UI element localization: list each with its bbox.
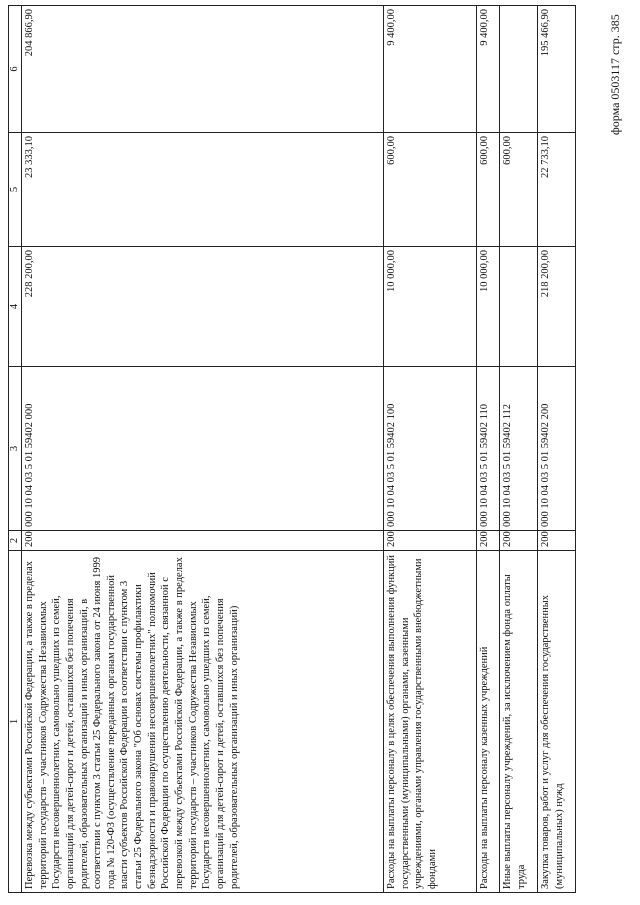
header-col-3: 3	[9, 367, 22, 531]
row-executed: 600,00	[500, 133, 538, 247]
table-row	[384, 6, 477, 893]
table-row	[477, 6, 500, 893]
row-approved: 10 000,00	[477, 247, 500, 367]
row-name: Расходы на выплаты персоналу казенных учреждений	[477, 551, 500, 893]
row-code: 000 10 04 03 5 01 59402 100	[384, 367, 477, 531]
row-approved: 10 000,00	[384, 247, 477, 367]
row-unexecuted: 195 466,90	[538, 6, 576, 133]
table-row	[538, 6, 576, 893]
row-approved: 218 200,00	[538, 247, 576, 367]
form-label: форма 0503117 стр. 385	[608, 14, 622, 135]
table-row	[500, 6, 538, 893]
row-executed: 22 733,10	[538, 133, 576, 247]
header-col-1: 1	[9, 551, 22, 893]
row-line: 200	[538, 531, 576, 551]
row-executed: 600,00	[384, 133, 477, 247]
header-col-2: 2	[9, 531, 22, 551]
row-approved: 228 200,00	[22, 247, 384, 367]
row-unexecuted: 9 400,00	[384, 6, 477, 133]
row-code: 000 10 04 03 5 01 59402 200	[538, 367, 576, 531]
row-code: 000 10 04 03 5 01 59402 112	[500, 367, 538, 531]
row-line: 200	[477, 531, 500, 551]
row-line: 200	[384, 531, 477, 551]
row-name: Расходы на выплаты персоналу в целях обеспечения выполнения функций государственными (муниципальными) органами, казенными учреждениями, органами управления государственными внебюджетными фондами	[384, 551, 477, 893]
row-code: 000 10 04 03 5 01 59402 000	[22, 367, 384, 531]
row-code: 000 10 04 03 5 01 59402 110	[477, 367, 500, 531]
budget-table	[8, 5, 576, 893]
row-executed: 23 333,10	[22, 133, 384, 247]
row-name: Иные выплаты персоналу учреждений, за исключением фонда оплаты труда	[500, 551, 538, 893]
header-col-4: 4	[9, 247, 22, 367]
header-col-5: 5	[9, 133, 22, 247]
header-col-6: 6	[9, 6, 22, 133]
table-row	[22, 6, 384, 893]
row-line: 200	[500, 531, 538, 551]
row-approved	[500, 247, 538, 367]
header-row	[9, 6, 22, 893]
row-unexecuted: 204 866,90	[22, 6, 384, 133]
row-line: 200	[22, 531, 384, 551]
row-name: Закупка товаров, работ и услуг для обеспечения государственных (муниципальных) нужд	[538, 551, 576, 893]
row-unexecuted	[500, 6, 538, 133]
row-executed: 600,00	[477, 133, 500, 247]
row-unexecuted: 9 400,00	[477, 6, 500, 133]
row-name: Перевозка между субъектами Российской Федерации, а также в пределах территорий государств – участников Содружества Независимых Государств несовершеннолетних, самовольно ушедших из семей, организаций для детей-сирот и детей, оставшихся без попечения родителей, образовательных организаций и иных организаций, в соответствии с пунктом 3 статьи 25 Федерального закона от 24 июня 1999 года № 120-ФЗ (осуществление переданных органам государственной власти субъектов Российской Федерации в соответствии с пунктом 3 статьи 25 Федерального закона "Об основах системы профилактики безнадзорности и правонарушений несовершеннолетних" полномочий Российской Федерации по осуществлению деятельности, связанной с перевозкой между субъектами Российской Федерации, а также в пределах территорий государств – участников Содружества Независимых Государств несовершеннолетних, самовольно ушедших из семей, организаций для детей-сирот и детей, оставшихся без попечения родителей, образовательных организаций и иных организаций)	[22, 551, 384, 893]
